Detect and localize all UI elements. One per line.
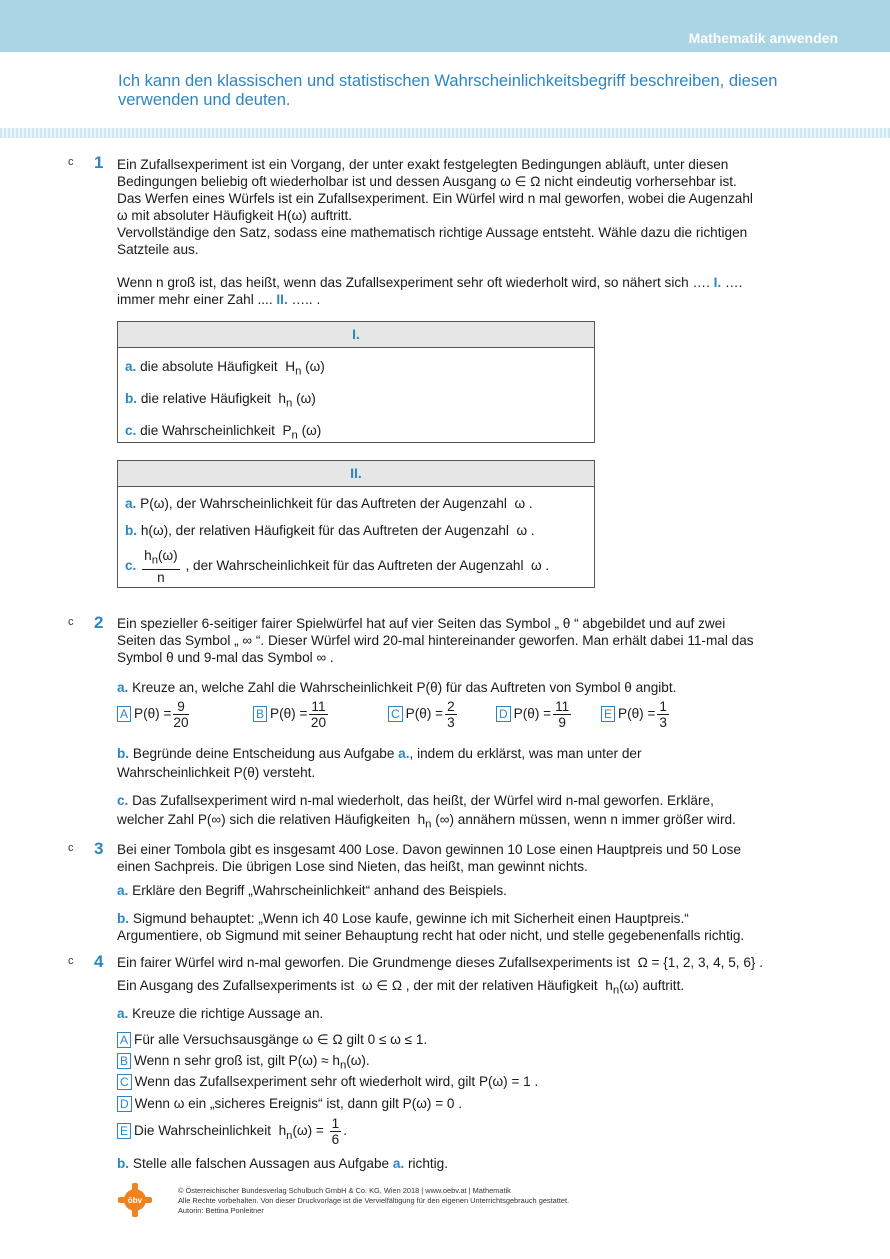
option-c[interactable]: C Wenn das Zufallsexperiment sehr oft wiederholt wird, gilt P(ω) = 1 . [117, 1073, 807, 1090]
choice-item[interactable]: b. h(ω), der relativen Häufigkeit für das Auftreten der Augenzahl ω . [125, 523, 535, 538]
task-number: 4 [94, 952, 104, 971]
competence-mark: c [68, 156, 74, 168]
task2-text: Ein spezieller 6-seitiger fairer Spielwürfel hat auf vier Seiten das Symbol „ θ “ abgebildet und auf zwei Seiten das Symbol „ ∞ “. Dieser Würfel wird 20-mal hintereinander geworfen. Man erhält dabei 11-mal das Symbol θ und 9-mal das Symbol ∞ . [117, 616, 754, 665]
task4-b: b. Stelle alle falschen Aussagen aus Aufgabe a. richtig. [117, 1156, 449, 1171]
task1-sentence: Wenn n groß ist, das heißt, wenn das Zufallsexperiment sehr oft wiederholt wird, so nähert sich …. I. …. immer mehr einer Zahl .... II. ….. . [117, 275, 743, 307]
choice-item[interactable]: c. $\frac{h_n(\omega)}{n}$ , der Wahrscheinlichkeit für das Auftreten der Augenzahl ω . [125, 548, 550, 585]
task2-a: a. Kreuze an, welche Zahl die Wahrscheinlichkeit P(θ) für das Auftreten von Symbol θ angibt. [117, 680, 677, 695]
competence-mark: c [68, 616, 74, 628]
choice-item[interactable]: b. die relative Häufigkeit $h_n$ (ω) [125, 391, 316, 410]
publisher-logo [118, 1183, 152, 1217]
task-number: 3 [94, 839, 104, 858]
task3-a: a. Erkläre den Begriff „Wahrscheinlichkeit“ anhand des Beispiels. [117, 883, 507, 898]
option-a[interactable]: A Für alle Versuchsausgänge ω ∈ Ω gilt 0 ≤ ω ≤ 1. [117, 1031, 807, 1048]
option-e[interactable]: E Die Wahrscheinlichkeit $h_n(\omega)$ = $\frac{1}{6}$ . [117, 1116, 807, 1147]
task-number: 2 [94, 613, 104, 632]
task4-a: a. Kreuze die richtige Aussage an. [117, 1006, 324, 1021]
table-header: II. [118, 461, 594, 487]
task3-text: Bei einer Tombola gibt es insgesamt 400 Lose. Davon gewinnen 10 Lose einen Hauptpreis und 50 Lose einen Sachpreis. Die übrigen Lose sind Nieten, das heißt, man gewinnt nichts. [117, 842, 741, 874]
option-d[interactable]: D P(θ) = $\frac{11}{9}$ [496, 699, 573, 730]
divider-stripe [0, 128, 890, 138]
choice-table-i [117, 321, 595, 443]
task4-text: Ein fairer Würfel wird n-mal geworfen. Die Grundmenge dieses Zufallsexperiments ist Ω = {1, 2, 3, 4, 5, 6} . Ein Ausgang des Zufallsexperiments ist ω ∈ Ω , der mit der relativen Häufigkeit $h_n(\omega)$ auftritt. [117, 955, 763, 997]
task1-text: Ein Zufallsexperiment ist ein Vorgang, der unter exakt festgelegten Bedingungen abläuft, unter diesen Bedingungen beliebig oft wiederholbar ist und dessen Ausgang ω ∈ Ω nicht eindeutig vorhersehbar ist. Das Werfen eines Würfels ist ein Zufallsexperiment. Ein Würfel wird n mal geworfen, wobei die Augenzahl ω mit absoluter Häufigkeit H(ω) auftritt. Vervollständige den Satz, sodass eine mathematisch richtige Aussage entsteht. Wähle dazu die richtigen Satzteile aus. [117, 157, 753, 257]
option-b[interactable]: B P(θ) = $\frac{11}{20}$ [253, 699, 330, 730]
option-a[interactable]: A P(θ) = $\frac{9}{20}$ [117, 699, 191, 730]
option-e[interactable]: E P(θ) = $\frac{1}{3}$ [601, 699, 671, 730]
task3-b: b. Sigmund behauptet: „Wenn ich 40 Lose kaufe, gewinne ich mit Sicherheit einen Hauptpreis.“ Argumentiere, ob Sigmund mit seiner Behauptung recht hat oder nicht, und stelle gegebenenfalls richtig. [117, 911, 745, 943]
fraction: $\frac{h_n(\omega)}{n}$ [144, 548, 178, 585]
task2-c: c. Das Zufallsexperiment wird n-mal wiederholt, das heißt, der Würfel wird n-mal geworfen. Erkläre, welcher Zahl P(∞) sich die relativen Häufigkeiten $h_n$ (∞) annähern müssen, wenn n immer größer wird. [117, 793, 736, 831]
option-b[interactable]: B Wenn n sehr groß ist, gilt $P(\omega) \approx h_n(\omega)$. [117, 1052, 807, 1075]
footer-text: © Österreichischer Bundesverlag Schulbuch GmbH & Co. KG, Wien 2018 | www.oebv.at | Mathematik Alle Rechte vorbehalten. Von dieser Druckvorlage ist die Vervielfältigung für den eigenen Unterrichtsgebrauch gestattet. Autorin: Bettina Ponleitner [178, 1186, 570, 1215]
section-label: Mathematik anwenden [688, 30, 838, 46]
task2-b: b. Begründe deine Entscheidung aus Aufgabe a., indem du erklärst, was man unter der Wahrscheinlichkeit P(θ) versteht. [117, 746, 642, 780]
task-number: 1 [94, 153, 104, 172]
competence-mark: c [68, 842, 74, 854]
svg-text:öbv: öbv [127, 1196, 143, 1205]
option-c[interactable]: C P(θ) = $\frac{2}{3}$ [388, 699, 459, 730]
competence-mark: c [68, 955, 74, 967]
option-d[interactable]: D Wenn ω ein „sicheres Ereignis“ ist, dann gilt P(ω) = 0 . [117, 1095, 807, 1112]
choice-item[interactable]: a. P(ω), der Wahrscheinlichkeit für das Auftreten der Augenzahl ω . [125, 496, 533, 511]
choice-item[interactable]: a. die absolute Häufigkeit $H_n$ (ω) [125, 359, 325, 378]
learning-goal: Ich kann den klassischen und statistischen Wahrscheinlichkeitsbegriff beschreiben, diesen verwenden und deuten. [118, 72, 778, 109]
table-header: I. [118, 322, 594, 348]
choice-item[interactable]: c. die Wahrscheinlichkeit $P_n$ (ω) [125, 423, 322, 442]
choice-table-ii [117, 460, 595, 588]
